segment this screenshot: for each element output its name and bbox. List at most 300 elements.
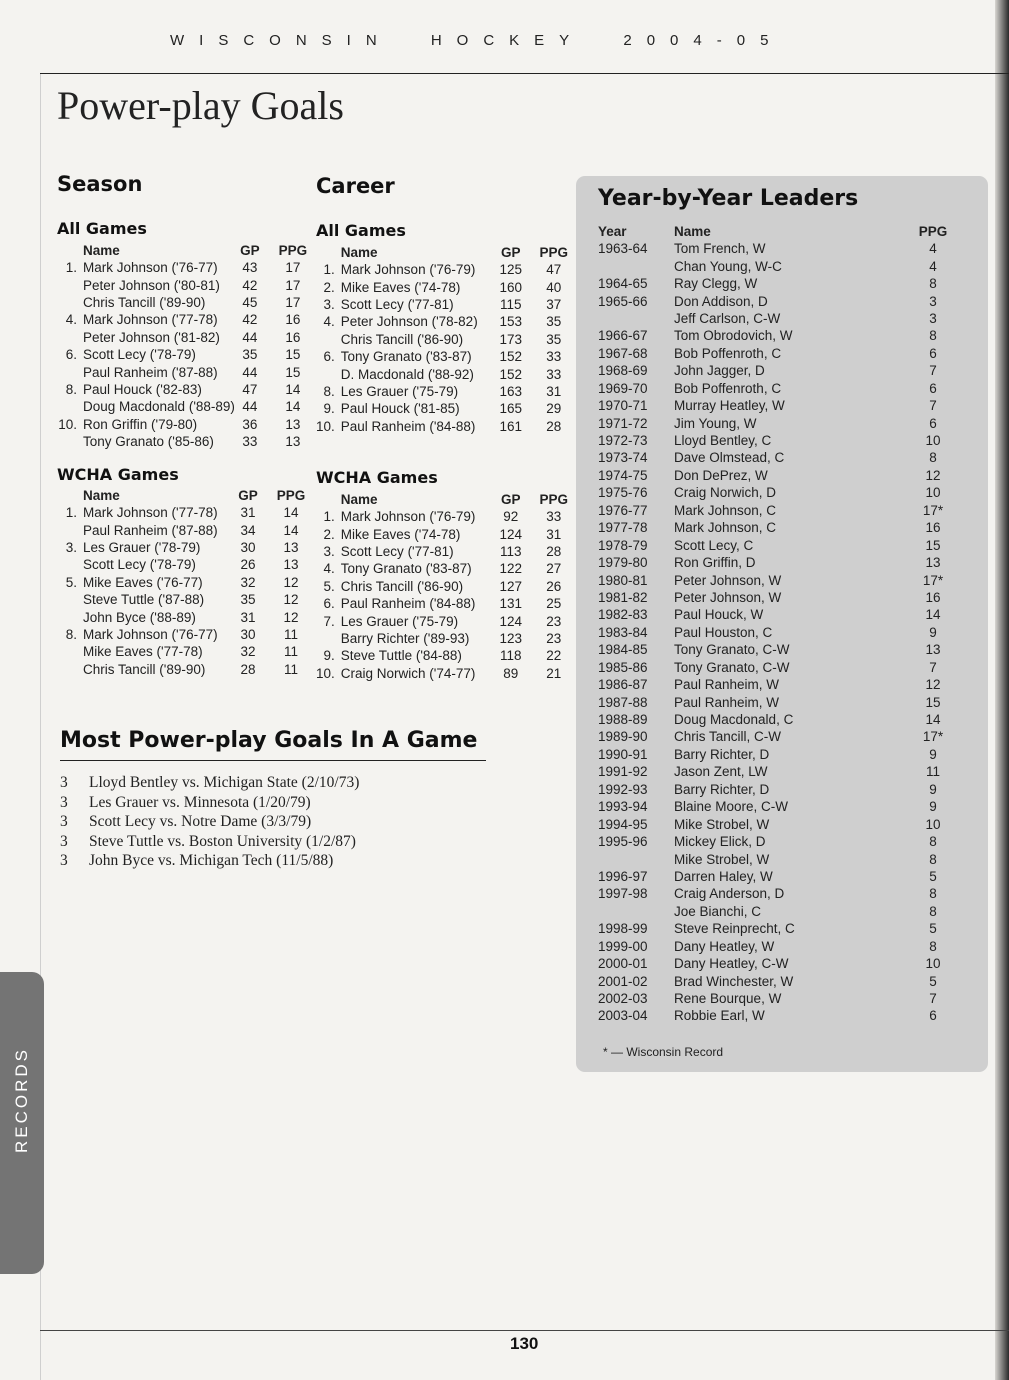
rank-cell: 5. xyxy=(65,574,77,590)
table-row xyxy=(316,647,577,664)
career-all-games-title: All Games xyxy=(316,221,406,240)
table-header-row xyxy=(316,243,577,261)
list-item xyxy=(60,813,359,833)
year-cell: 2000-01 xyxy=(598,956,648,972)
year-cell: 1968-69 xyxy=(598,363,648,379)
name-cell: Paul Ranheim ('87-88) xyxy=(83,364,218,380)
goals-count: 3 xyxy=(60,852,68,869)
table-row xyxy=(598,414,950,431)
rank-cell xyxy=(57,329,83,346)
year-cell: 1967-68 xyxy=(598,345,648,361)
gp-cell: 161 xyxy=(499,418,523,434)
year-by-year-table xyxy=(598,222,950,1025)
name-cell: Les Grauer ('75-79) xyxy=(340,383,459,399)
career-wcha-games-table xyxy=(316,490,577,682)
name-cell: Bob Poffenroth, C xyxy=(674,380,782,396)
rank-cell: 2. xyxy=(323,526,335,542)
name-cell: Mark Johnson ('77-78) xyxy=(83,505,218,521)
year-cell: 2001-02 xyxy=(598,973,648,989)
ppg-cell: 12 xyxy=(925,677,941,693)
table-row xyxy=(316,560,577,577)
rank-cell: 8. xyxy=(323,383,335,399)
ppg-cell: 14 xyxy=(925,607,941,623)
season-title: Season xyxy=(57,172,143,196)
year-cell: 1988-89 xyxy=(598,712,648,728)
gp-cell: 123 xyxy=(499,630,523,646)
name-cell: Barry Richter, D xyxy=(674,746,770,762)
ppg-cell: 5 xyxy=(929,921,937,937)
ppg-cell: 8 xyxy=(929,328,937,344)
table-row xyxy=(598,868,950,885)
table-row xyxy=(598,659,950,676)
year-cell: 1969-70 xyxy=(598,380,648,396)
year-cell: 1963-64 xyxy=(598,241,648,257)
column-header-name: Name xyxy=(674,223,711,239)
year-cell: 1978-79 xyxy=(598,537,648,553)
year-cell: 1980-81 xyxy=(598,572,648,588)
name-cell: Paul Ranheim ('84-88) xyxy=(340,418,476,434)
table-row xyxy=(316,612,577,629)
ppg-cell: 8 xyxy=(929,903,937,919)
name-cell: Scott Lecy ('77-81) xyxy=(340,296,454,312)
table-row xyxy=(57,556,319,573)
year-cell: 1989-90 xyxy=(598,729,648,745)
table-row xyxy=(598,746,950,763)
list-item xyxy=(60,794,359,814)
table-header-row xyxy=(598,222,950,240)
running-head-season: 2004-05 xyxy=(623,32,784,49)
year-cell: 1972-73 xyxy=(598,433,648,449)
table-row xyxy=(57,504,319,521)
name-cell: Don Addison, D xyxy=(674,293,768,309)
ppg-cell: 21 xyxy=(546,665,562,681)
name-cell: Steve Tuttle ('84-88) xyxy=(340,648,462,664)
ppg-cell: 8 xyxy=(929,834,937,850)
rank-cell xyxy=(57,363,83,380)
name-cell: Peter Johnson ('80-81) xyxy=(83,277,220,293)
table-row xyxy=(598,781,950,798)
wisconsin-record-note: * — Wisconsin Record xyxy=(603,1045,724,1059)
name-cell: Tony Granato, C-W xyxy=(674,642,790,658)
table-row xyxy=(316,261,577,278)
name-cell: Tony Granato ('85-86) xyxy=(83,434,214,450)
career-wcha-games-title: WCHA Games xyxy=(316,468,438,487)
ppg-cell: 17* xyxy=(922,729,944,745)
ppg-cell: 29 xyxy=(546,401,562,417)
name-cell: Dave Olmstead, C xyxy=(674,450,785,466)
name-cell: Dany Heatley, C-W xyxy=(674,956,789,972)
name-cell: Paul Houck, W xyxy=(674,607,764,623)
ppg-cell: 6 xyxy=(929,415,937,431)
rank-cell xyxy=(57,556,83,573)
game-description: John Byce vs. Michigan Tech (11/5/88) xyxy=(89,852,334,869)
header-rule xyxy=(40,73,1009,74)
table-row xyxy=(598,624,950,641)
table-row xyxy=(598,502,950,519)
rank-cell: 3. xyxy=(65,539,77,555)
gp-cell: 92 xyxy=(503,509,519,525)
ppg-cell: 8 xyxy=(929,450,937,466)
year-cell: 2002-03 xyxy=(598,991,648,1007)
table-row xyxy=(598,449,950,466)
ppg-cell: 12 xyxy=(925,467,941,483)
ppg-cell: 16 xyxy=(925,589,941,605)
table-row xyxy=(598,815,950,832)
gp-cell: 124 xyxy=(499,526,523,542)
year-cell: 1999-00 xyxy=(598,938,648,954)
ppg-cell: 25 xyxy=(546,596,562,612)
year-cell: 1991-92 xyxy=(598,764,648,780)
table-row xyxy=(598,275,950,292)
ppg-cell: 17 xyxy=(285,294,301,310)
ppg-cell: 17 xyxy=(285,277,301,293)
ppg-cell: 9 xyxy=(929,624,937,640)
rank-cell: 8. xyxy=(65,381,77,397)
rank-cell: 1. xyxy=(323,262,335,278)
gp-cell: 28 xyxy=(240,661,256,677)
table-row xyxy=(598,554,950,571)
name-cell: Doug Macdonald, C xyxy=(674,712,794,728)
rank-cell: 3. xyxy=(323,543,335,559)
table-row xyxy=(598,571,950,588)
name-cell: Steve Tuttle ('87-88) xyxy=(83,592,205,608)
table-row xyxy=(598,257,950,274)
career-all-games-table xyxy=(316,243,577,435)
season-all-games-title: All Games xyxy=(57,219,147,238)
year-cell: 1993-94 xyxy=(598,799,648,815)
footer-rule xyxy=(40,1330,1009,1331)
name-cell: Ron Griffin, D xyxy=(674,555,756,571)
ppg-cell: 26 xyxy=(546,578,562,594)
table-row xyxy=(598,711,950,728)
ppg-cell: 5 xyxy=(929,868,937,884)
gp-cell: 113 xyxy=(500,543,522,559)
table-row xyxy=(598,345,950,362)
ppg-cell: 13 xyxy=(283,539,299,555)
most-in-game-list xyxy=(60,774,359,872)
name-cell: Don DePrez, W xyxy=(674,467,768,483)
year-cell: 1995-96 xyxy=(598,834,648,850)
table-row xyxy=(598,310,950,327)
list-item xyxy=(60,774,359,794)
rank-cell xyxy=(57,276,83,293)
goals-count: 3 xyxy=(60,832,68,850)
table-row xyxy=(57,574,319,591)
ppg-cell: 14 xyxy=(285,399,301,415)
ppg-cell: 9 xyxy=(929,781,937,797)
column-header-ppg: PPG xyxy=(276,487,306,503)
rank-cell: 10. xyxy=(316,665,335,681)
ppg-cell: 11 xyxy=(283,661,298,677)
table-row xyxy=(57,591,319,608)
year-cell: 1984-85 xyxy=(598,642,648,658)
table-row xyxy=(598,362,950,379)
name-cell: Paul Ranheim, W xyxy=(674,694,780,710)
name-cell: Jeff Carlson, C-W xyxy=(674,310,781,326)
gp-cell: 36 xyxy=(242,416,258,432)
name-cell: Bob Poffenroth, C xyxy=(674,345,782,361)
table-row xyxy=(57,276,321,293)
table-row xyxy=(598,327,950,344)
ppg-cell: 7 xyxy=(929,363,937,379)
name-cell: Tony Granato, C-W xyxy=(674,659,790,675)
ppg-cell: 14 xyxy=(283,505,299,521)
rank-cell: 5. xyxy=(323,578,335,594)
table-row xyxy=(57,608,319,625)
column-header-gp: GP xyxy=(501,244,521,260)
name-cell: Chris Tancill ('86-90) xyxy=(340,331,464,347)
rank-cell: 10. xyxy=(58,416,77,432)
ppg-cell: 14 xyxy=(285,381,301,397)
ppg-cell: 17 xyxy=(285,260,301,276)
ppg-cell: 17* xyxy=(922,572,944,588)
ppg-cell: 13 xyxy=(285,434,301,450)
gp-cell: 47 xyxy=(242,381,258,397)
gp-cell: 152 xyxy=(499,366,523,382)
name-cell: Scott Lecy ('77-81) xyxy=(340,543,454,559)
table-header-row xyxy=(57,241,321,259)
gp-cell: 32 xyxy=(240,574,256,590)
game-description: Les Grauer vs. Minnesota (1/20/79) xyxy=(89,793,311,811)
name-cell: Darren Haley, W xyxy=(674,868,773,884)
ppg-cell: 4 xyxy=(929,258,937,274)
year-cell: 1977-78 xyxy=(598,520,648,536)
year-cell: 1990-91 xyxy=(598,746,648,762)
gp-cell: 30 xyxy=(240,626,256,642)
season-wcha-games-title: WCHA Games xyxy=(57,465,179,484)
table-row xyxy=(57,381,321,398)
table-row xyxy=(598,920,950,937)
ppg-cell: 13 xyxy=(925,642,941,658)
gp-cell: 165 xyxy=(499,401,523,417)
column-header-ppg: PPG xyxy=(278,242,308,258)
year-cell: 1964-65 xyxy=(598,276,648,292)
table-row xyxy=(57,259,321,276)
table-row xyxy=(57,521,319,538)
year-cell xyxy=(598,310,674,327)
ppg-cell: 16 xyxy=(285,312,301,328)
rank-cell: 4. xyxy=(323,314,335,330)
table-row xyxy=(598,885,950,902)
gp-cell: 31 xyxy=(240,609,256,625)
running-head-sport: HOCKEY xyxy=(430,32,585,49)
list-item xyxy=(60,852,359,872)
page-binding-edge xyxy=(995,0,1009,1380)
gp-cell: 42 xyxy=(242,312,258,328)
table-row xyxy=(316,278,577,295)
name-cell: Mickey Elick, D xyxy=(674,834,766,850)
table-row xyxy=(316,296,577,313)
name-cell: Mark Johnson ('76-77) xyxy=(83,260,218,276)
column-header-name: Name xyxy=(340,491,378,507)
table-row xyxy=(598,728,950,745)
year-cell: 1985-86 xyxy=(598,659,648,675)
column-header-ppg: PPG xyxy=(539,491,569,507)
ppg-cell: 27 xyxy=(546,561,562,577)
gp-cell: 118 xyxy=(500,648,522,664)
table-row xyxy=(598,519,950,536)
table-row xyxy=(316,630,577,647)
table-row xyxy=(598,606,950,623)
name-cell: Robbie Earl, W xyxy=(674,1008,765,1024)
year-cell: 1994-95 xyxy=(598,816,648,832)
most-in-game-title: Most Power-play Goals In A Game xyxy=(60,728,478,753)
name-cell: Barry Richter, D xyxy=(674,781,770,797)
most-in-game-rule xyxy=(60,760,486,761)
name-cell: Doug Macdonald ('88-89) xyxy=(83,399,235,415)
table-row xyxy=(316,543,577,560)
name-cell: Mark Johnson ('77-78) xyxy=(83,312,218,328)
table-row xyxy=(598,938,950,955)
rank-cell xyxy=(57,398,83,415)
name-cell: Mark Johnson ('76-79) xyxy=(340,509,476,525)
ppg-cell: 13 xyxy=(925,555,941,571)
page-title: Power-play Goals xyxy=(57,83,344,128)
table-row xyxy=(598,292,950,309)
year-cell: 2003-04 xyxy=(598,1008,648,1024)
rank-cell xyxy=(57,521,83,538)
rank-cell: 9. xyxy=(323,648,335,664)
table-header-row xyxy=(316,490,577,508)
gp-cell: 131 xyxy=(499,596,523,612)
table-row xyxy=(316,348,577,365)
column-header-ppg: PPG xyxy=(918,223,948,239)
name-cell: Mark Johnson, C xyxy=(674,502,777,518)
career-title: Career xyxy=(316,174,395,198)
name-cell: Les Grauer ('75-79) xyxy=(340,613,459,629)
name-cell: D. Macdonald ('88-92) xyxy=(340,366,474,382)
ppg-cell: 35 xyxy=(546,314,562,330)
ppg-cell: 31 xyxy=(546,526,562,542)
ppg-cell: 3 xyxy=(929,310,937,326)
rank-cell: 1. xyxy=(65,260,77,276)
table-row xyxy=(57,626,319,643)
year-cell: 1981-82 xyxy=(598,589,648,605)
ppg-cell: 10 xyxy=(925,956,941,972)
season-all-games-table xyxy=(57,241,321,450)
year-cell: 1976-77 xyxy=(598,502,648,518)
gp-cell: 44 xyxy=(242,399,258,415)
year-cell: 1997-98 xyxy=(598,886,648,902)
ppg-cell: 3 xyxy=(929,293,937,309)
table-row xyxy=(598,972,950,989)
table-row xyxy=(57,398,321,415)
name-cell: Mark Johnson ('76-79) xyxy=(340,262,476,278)
name-cell: Mike Strobel, W xyxy=(674,816,770,832)
ppg-cell: 10 xyxy=(925,485,941,501)
ppg-cell: 8 xyxy=(929,276,937,292)
game-description: Lloyd Bentley vs. Michigan State (2/10/73) xyxy=(89,774,360,791)
rank-cell: 7. xyxy=(323,613,335,629)
ppg-cell: 14 xyxy=(283,522,299,538)
table-row xyxy=(316,525,577,542)
table-row xyxy=(57,329,321,346)
name-cell: Ray Clegg, W xyxy=(674,276,758,292)
gp-cell: 160 xyxy=(499,279,523,295)
ppg-cell: 22 xyxy=(546,648,562,664)
column-header-gp: GP xyxy=(501,491,521,507)
table-row xyxy=(598,676,950,693)
table-row xyxy=(57,363,321,380)
gp-cell: 124 xyxy=(499,613,523,629)
name-cell: Paul Ranheim ('87-88) xyxy=(83,522,218,538)
gp-cell: 163 xyxy=(499,383,523,399)
name-cell: Peter Johnson, W xyxy=(674,572,782,588)
name-cell: Mike Eaves ('77-78) xyxy=(83,644,203,660)
year-cell xyxy=(598,903,674,920)
table-row xyxy=(598,833,950,850)
name-cell: Jason Zent, LW xyxy=(674,764,768,780)
name-cell: Tom French, W xyxy=(674,241,766,257)
rank-cell xyxy=(57,608,83,625)
name-cell: Chan Young, W-C xyxy=(674,258,782,274)
year-cell: 1986-87 xyxy=(598,677,648,693)
name-cell: Paul Ranheim, W xyxy=(674,677,780,693)
gp-cell: 45 xyxy=(242,294,258,310)
table-row xyxy=(57,294,321,311)
year-cell: 1974-75 xyxy=(598,467,648,483)
name-cell: Mike Strobel, W xyxy=(674,851,770,867)
name-cell: Paul Ranheim ('84-88) xyxy=(340,596,476,612)
gp-cell: 32 xyxy=(240,644,256,660)
name-cell: Brad Winchester, W xyxy=(674,973,794,989)
ppg-cell: 5 xyxy=(929,973,937,989)
gp-cell: 26 xyxy=(240,557,256,573)
table-row xyxy=(598,240,950,257)
rank-cell: 4. xyxy=(323,561,335,577)
year-cell: 1992-93 xyxy=(598,781,648,797)
name-cell: John Jagger, D xyxy=(674,363,765,379)
year-cell: 1998-99 xyxy=(598,921,648,937)
name-cell: Paul Houck ('81-85) xyxy=(340,401,460,417)
name-cell: Joe Bianchi, C xyxy=(674,903,762,919)
table-row xyxy=(316,331,577,348)
gp-cell: 34 xyxy=(240,522,256,538)
gp-cell: 35 xyxy=(242,347,258,363)
game-description: Scott Lecy vs. Notre Dame (3/3/79) xyxy=(89,813,312,830)
ppg-cell: 12 xyxy=(283,574,299,590)
ppg-cell: 9 xyxy=(929,746,937,762)
table-row xyxy=(598,536,950,553)
rank-cell xyxy=(316,630,341,647)
rank-cell xyxy=(57,661,83,678)
ppg-cell: 17* xyxy=(922,502,944,518)
rank-cell xyxy=(316,331,341,348)
goals-count: 3 xyxy=(60,793,68,811)
ppg-cell: 23 xyxy=(546,613,562,629)
table-row xyxy=(598,955,950,972)
ppg-cell: 14 xyxy=(925,712,941,728)
rank-cell xyxy=(57,591,83,608)
name-cell: Murray Heatley, W xyxy=(674,398,785,414)
name-cell: Mike Eaves ('74-78) xyxy=(340,526,461,542)
table-row xyxy=(316,383,577,400)
list-item xyxy=(60,833,359,853)
ppg-cell: 47 xyxy=(546,262,562,278)
ppg-cell: 33 xyxy=(546,509,562,525)
running-head-team: WISCONSIN xyxy=(170,32,392,49)
table-row xyxy=(598,850,950,867)
ppg-cell: 4 xyxy=(929,241,937,257)
gp-cell: 89 xyxy=(503,665,519,681)
gp-cell: 44 xyxy=(242,329,258,345)
rank-cell: 6. xyxy=(323,596,335,612)
ppg-cell: 12 xyxy=(283,592,299,608)
table-row xyxy=(57,539,319,556)
rank-cell: 10. xyxy=(316,418,335,434)
rank-cell: 6. xyxy=(323,349,335,365)
name-cell: Scott Lecy ('78-79) xyxy=(83,557,196,573)
